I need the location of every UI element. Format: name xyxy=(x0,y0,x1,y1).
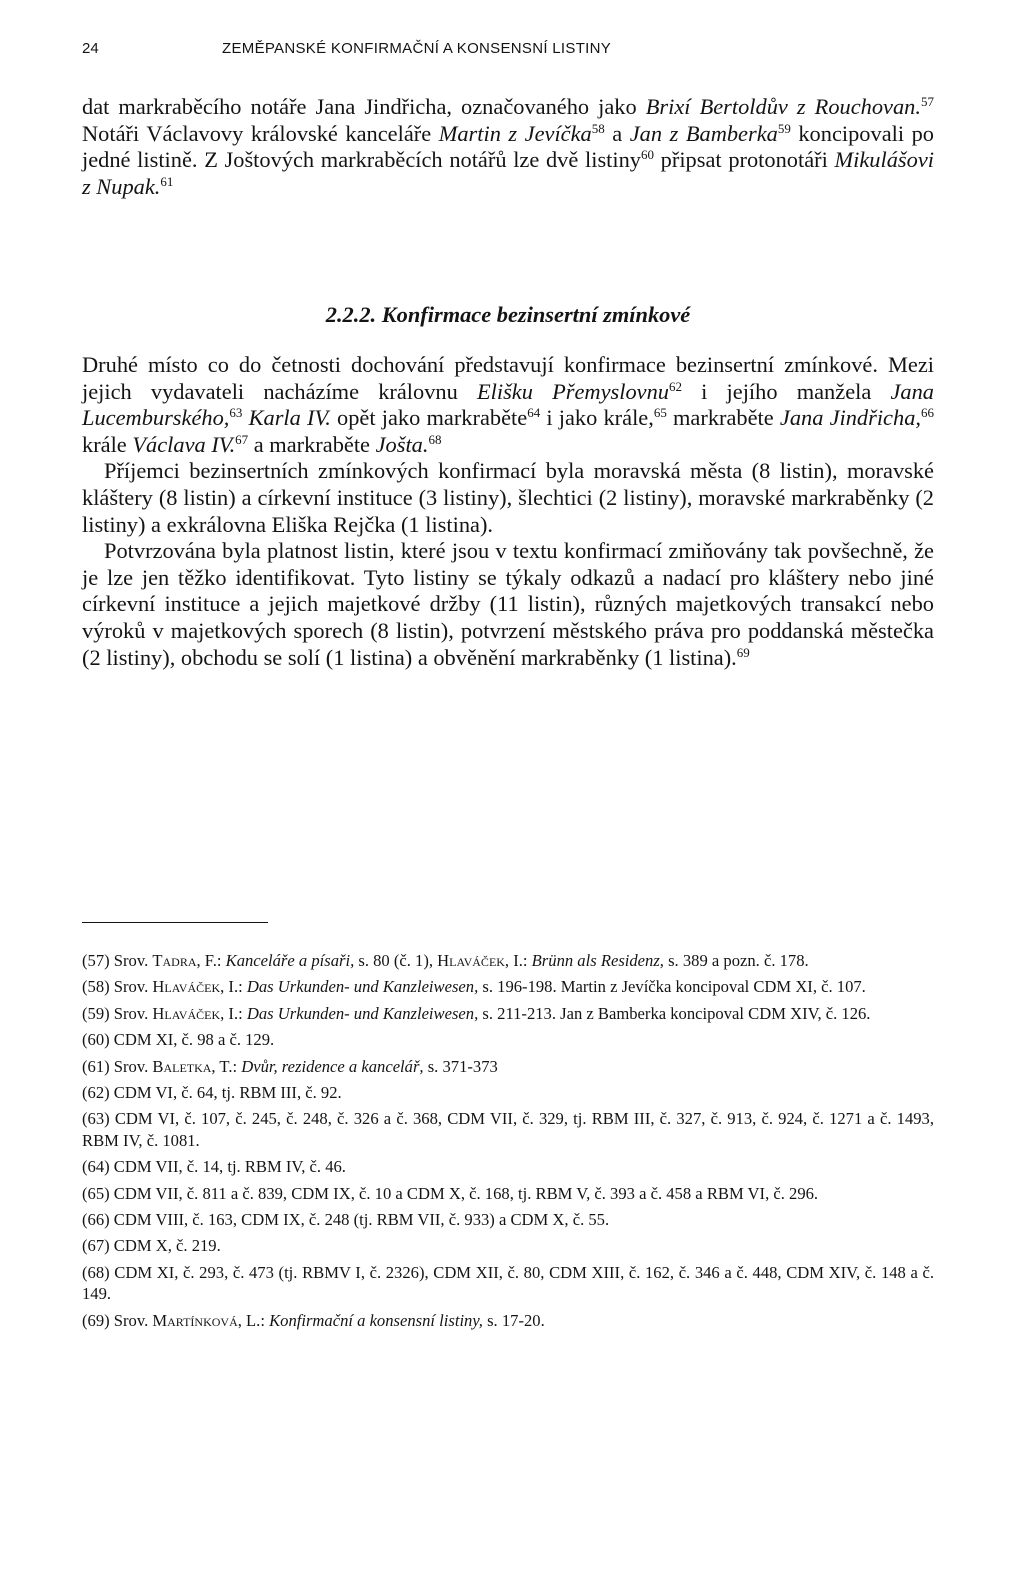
footnote-57 xyxy=(82,950,934,971)
footnote-ref: 61 xyxy=(160,173,174,189)
footnote-62 xyxy=(82,1082,934,1103)
footnote-ref: 66 xyxy=(920,405,934,421)
section-heading: 2.2.2. Konfirmace bezinsertní zmínkové xyxy=(325,302,691,327)
text-run: Notáři Václavovy královské kanceláře xyxy=(82,120,439,146)
text-run: i jako krále, xyxy=(540,405,654,431)
text-run: i jejího manžela xyxy=(682,378,891,404)
italic-name: Mikulášovi z Nupak. xyxy=(82,147,934,199)
work-title: Kanceláře a písaři, xyxy=(225,951,355,970)
text-run: markraběte xyxy=(666,405,780,431)
footnote-ref: 60 xyxy=(641,147,654,163)
italic-name: Václava IV. xyxy=(132,431,236,457)
text-run: (61) Srov. xyxy=(82,1056,153,1076)
author: Hlaváček, I.: xyxy=(437,951,532,970)
text-run: (69) Srov. xyxy=(82,1310,153,1330)
text-run: (66) CDM VIII, č. 163, CDM IX, č. 248 (tj. RBM VII, č. 933) a CDM X, č. 55. xyxy=(82,1210,610,1230)
footnote-ref: 63 xyxy=(229,405,243,421)
author: Martínková, L.: xyxy=(152,1310,270,1330)
work-title: Das Urkunden- und Kanzleiwesen, xyxy=(246,1003,479,1023)
author: Tadra, F.: xyxy=(152,951,226,970)
paragraph xyxy=(82,94,934,200)
footnote-67 xyxy=(82,1235,934,1256)
page-number: 24 xyxy=(82,40,99,57)
footnote-ref: 64 xyxy=(527,405,541,421)
text-run: opět jako markraběte xyxy=(330,405,528,431)
paragraph xyxy=(82,538,934,671)
author: Baletka, T.: xyxy=(152,1056,242,1076)
text-run: Potvrzována byla platnost listin, které jsou v textu konfirmací zmiňovány tak povšechně, že je lze jen těžko identifikovat. Tyto listiny se týkaly odkazů a nadací pro kláštery nebo jiné církevní instituce a jejich majetkové držby (11 listin), různých majetkových transakcí nebo výroků v majetkových sporech (8 listin), potvrzení městského práva pro poddanská městečka (2 listiny), obchodu se solí (1 listina) a obvěnění markraběnky (1 listina). xyxy=(82,538,934,670)
footnote-ref: 65 xyxy=(653,405,667,421)
work-title: Brünn als Residenz, xyxy=(531,951,664,970)
text-run: (59) Srov. xyxy=(82,1003,153,1023)
page-header xyxy=(82,40,934,60)
footnote-60 xyxy=(82,1029,934,1050)
footnote-61 xyxy=(82,1056,934,1077)
running-title: ZEMĚPANSKÉ KONFIRMAČNÍ A KONSENSNÍ LISTINY xyxy=(222,40,612,57)
text-run: (68) CDM XI, č. 293, č. 473 (tj. RBMV I, č. 2326), CDM XII, č. 80, CDM XIII, č. 162, č. 346 a č. 448, CDM XIV, č. 148 a č. 149. xyxy=(82,1262,934,1304)
footnote-65 xyxy=(82,1183,934,1204)
footnote-ref: 69 xyxy=(736,644,750,660)
footnote-ref: 59 xyxy=(777,120,791,136)
italic-name: Elišku Přemyslovnu xyxy=(476,378,669,404)
footnote-ref: 58 xyxy=(591,120,605,136)
italic-name: Martin z Jevíčka xyxy=(438,120,592,146)
text-run: (57) Srov. xyxy=(82,951,153,970)
italic-name: Jan z Bamberka xyxy=(629,120,778,146)
text-run: (63) CDM VI, č. 107, č. 245, č. 248, č. 326 a č. 368, CDM VII, č. 329, tj. RBM III, č. 327, č. 913, č. 924, č. 1271 a č. 1493, RBM IV, č. 1081. xyxy=(82,1109,934,1150)
paragraph xyxy=(82,458,934,538)
text-run: s. 196-198. Martin z Jevíčka koncipoval CDM XI, č. 107. xyxy=(478,977,866,997)
text-run: (58) Srov. xyxy=(82,977,153,997)
italic-name: Brixí Bertoldův z Rouchovan. xyxy=(645,94,921,119)
footnote-69 xyxy=(82,1310,934,1331)
italic-name: Karla IV. xyxy=(248,405,331,431)
italic-name: Jošta. xyxy=(375,431,429,457)
paragraph-notaries xyxy=(82,94,934,200)
text-run: (65) CDM VII, č. 811 a č. 839, CDM IX, č. 10 a CDM X, č. 168, tj. RBM V, č. 393 a č. 458 a RBM VI, č. 296. xyxy=(82,1183,819,1203)
work-title: Dvůr, rezidence a kancelář, xyxy=(241,1056,424,1076)
footnote-ref: 67 xyxy=(235,431,249,447)
author: Hlaváček, I.: xyxy=(152,977,247,997)
work-title: Konfirmační a konsensní listiny, xyxy=(269,1310,483,1330)
footnote-63 xyxy=(82,1108,934,1151)
text-run: s. 80 (č. 1), xyxy=(354,951,438,970)
text-run: (64) CDM VII, č. 14, tj. RBM IV, č. 46. xyxy=(82,1157,346,1177)
footnote-ref: 68 xyxy=(428,431,442,447)
text-run: s. 17-20. xyxy=(482,1310,545,1330)
footnote-ref: 62 xyxy=(669,378,682,394)
text-run: dat markraběcího notáře Jana Jindřicha, označovaného jako xyxy=(82,94,646,119)
footnote-68 xyxy=(82,1262,934,1305)
italic-name: Jana Lucemburského, xyxy=(82,378,934,431)
text-run: s. 371-373 xyxy=(423,1056,498,1076)
section-body xyxy=(82,352,934,671)
footnotes xyxy=(82,950,934,1336)
text-run: krále xyxy=(82,431,133,457)
work-title: Das Urkunden- und Kanzleiwesen, xyxy=(246,977,479,997)
italic-name: Jana Jindřicha, xyxy=(779,405,921,431)
text-run: připsat protonotáři xyxy=(654,147,835,173)
text-run: a markraběte xyxy=(248,431,376,457)
paragraph xyxy=(82,352,934,458)
text-run: a xyxy=(604,120,630,146)
text-run: (60) CDM XI, č. 98 a č. 129. xyxy=(82,1030,275,1050)
text-run: koncipovali po jedné listině. Z Joštových markraběcích notářů lze dvě listiny xyxy=(82,120,934,173)
text-run: s. 389 a pozn. č. 178. xyxy=(663,951,809,970)
text-run: s. 211-213. Jan z Bamberka koncipoval CDM XIV, č. 126. xyxy=(478,1003,871,1023)
footnote-66 xyxy=(82,1209,934,1230)
text-run: Druhé místo co do četnosti dochování představují konfirmace bezinsertní zmínkové. Mezi jejich vydavateli nacházíme královnu xyxy=(82,352,934,404)
footnote-58 xyxy=(82,976,934,997)
footnote-64 xyxy=(82,1156,934,1177)
text-run: Příjemci bezinsertních zmínkových konfirmací byla moravská města (8 listin), moravské kláštery (8 listin) a církevní instituce (3 listiny), šlechtici (2 listiny), moravské markraběnky (2 listiny) a exkrálovna Eliška Rejčka (1 listina). xyxy=(82,458,934,537)
footnote-ref: 57 xyxy=(920,94,934,109)
footnote-59 xyxy=(82,1003,934,1024)
text-run: (62) CDM VI, č. 64, tj. RBM III, č. 92. xyxy=(82,1083,342,1103)
text-run: (67) CDM X, č. 219. xyxy=(82,1236,221,1256)
author: Hlaváček, I.: xyxy=(152,1003,247,1023)
footnote-divider xyxy=(82,922,268,923)
